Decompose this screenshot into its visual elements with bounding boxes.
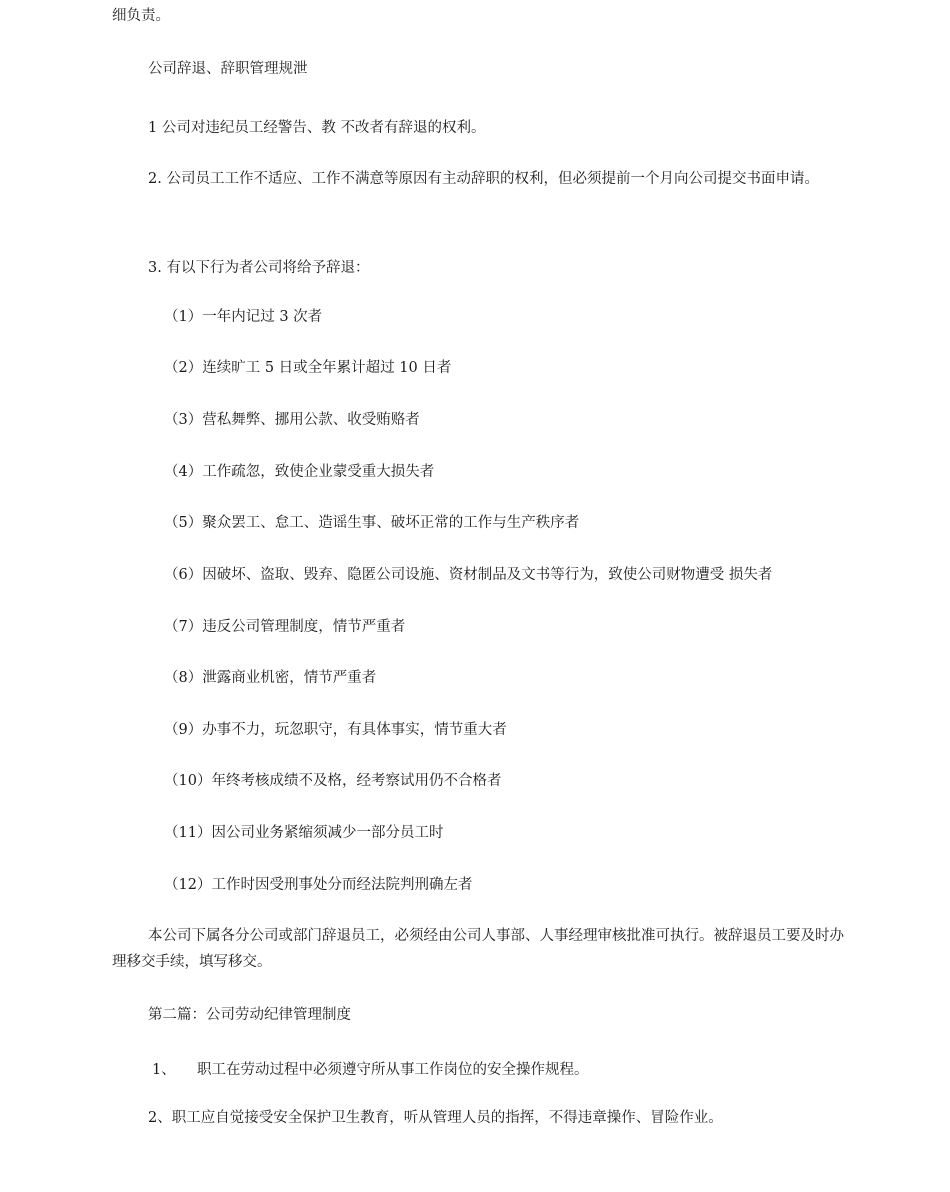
paragraph-3: 3. 有以下行为者公司将给予辞退： xyxy=(148,260,370,276)
list-item: （4）工作疏忽，致使企业蒙受重大损失者 xyxy=(164,464,435,480)
list-item: （11）因公司业务紧缩须减少一部分员工时 xyxy=(164,825,444,841)
paragraph-2: 2. 公司员工工作不适应、工作不满意等原因有主动辞职的权利，但必须提前一个月向公司提交书面申请。 xyxy=(148,171,819,187)
rule-1-number: 1、 xyxy=(152,1062,176,1078)
list-item: （9）办事不力，玩忽职守，有具体事实，情节重大者 xyxy=(164,722,507,738)
list-item: （3）营私舞弊、挪用公款、收受贿赂者 xyxy=(164,412,420,428)
list-item: （7）违反公司管理制度，情节严重者 xyxy=(164,619,406,635)
list-item: （8）泄露商业机密，情节严重者 xyxy=(164,670,377,686)
list-item: （12）工作时因受刑事处分而经法院判刑确左者 xyxy=(164,877,473,893)
list-item: （1）一年内记过 3 次者 xyxy=(164,309,323,325)
paragraph-4: 本公司下属各分公司或部门辞退员工，必须经由公司人事部、人事经理审核批准可执行。被辞退员工要及时办理移交手续，填写移交。 xyxy=(112,928,844,970)
section-title: 公司辞退、辞职管理规泄 xyxy=(148,61,308,77)
chapter-title: 第二篇：公司劳动纪律管理制度 xyxy=(148,1007,351,1023)
list-item: （10）年终考核成绩不及格，经考察试用仍不合格者 xyxy=(164,773,502,789)
paragraph-1: 1 公司对违纪员工经警告、教 不改者有辞退的权利。 xyxy=(148,120,486,136)
list-item: （6）因破坏、盗取、毁弃、隐匿公司设施、资材制品及文书等行为，致使公司财物遭受 损失者 xyxy=(164,567,773,583)
list-item: （2）连续旷工 5 日或全年累计超过 10 日者 xyxy=(164,360,452,376)
rule-2: 2、职工应自觉接受安全保护卫生教育，听从管理人员的指挥，不得违章操作、冒险作业。 xyxy=(148,1110,723,1126)
list-item: （5）聚众罢工、怠工、造谣生事、破坏正常的工作与生产秩序者 xyxy=(164,515,580,531)
paragraph-fragment: 细负责。 xyxy=(112,8,170,24)
rule-1-text: 职工在劳动过程中必须遵守所从事工作岗位的安全操作规程。 xyxy=(197,1062,589,1078)
